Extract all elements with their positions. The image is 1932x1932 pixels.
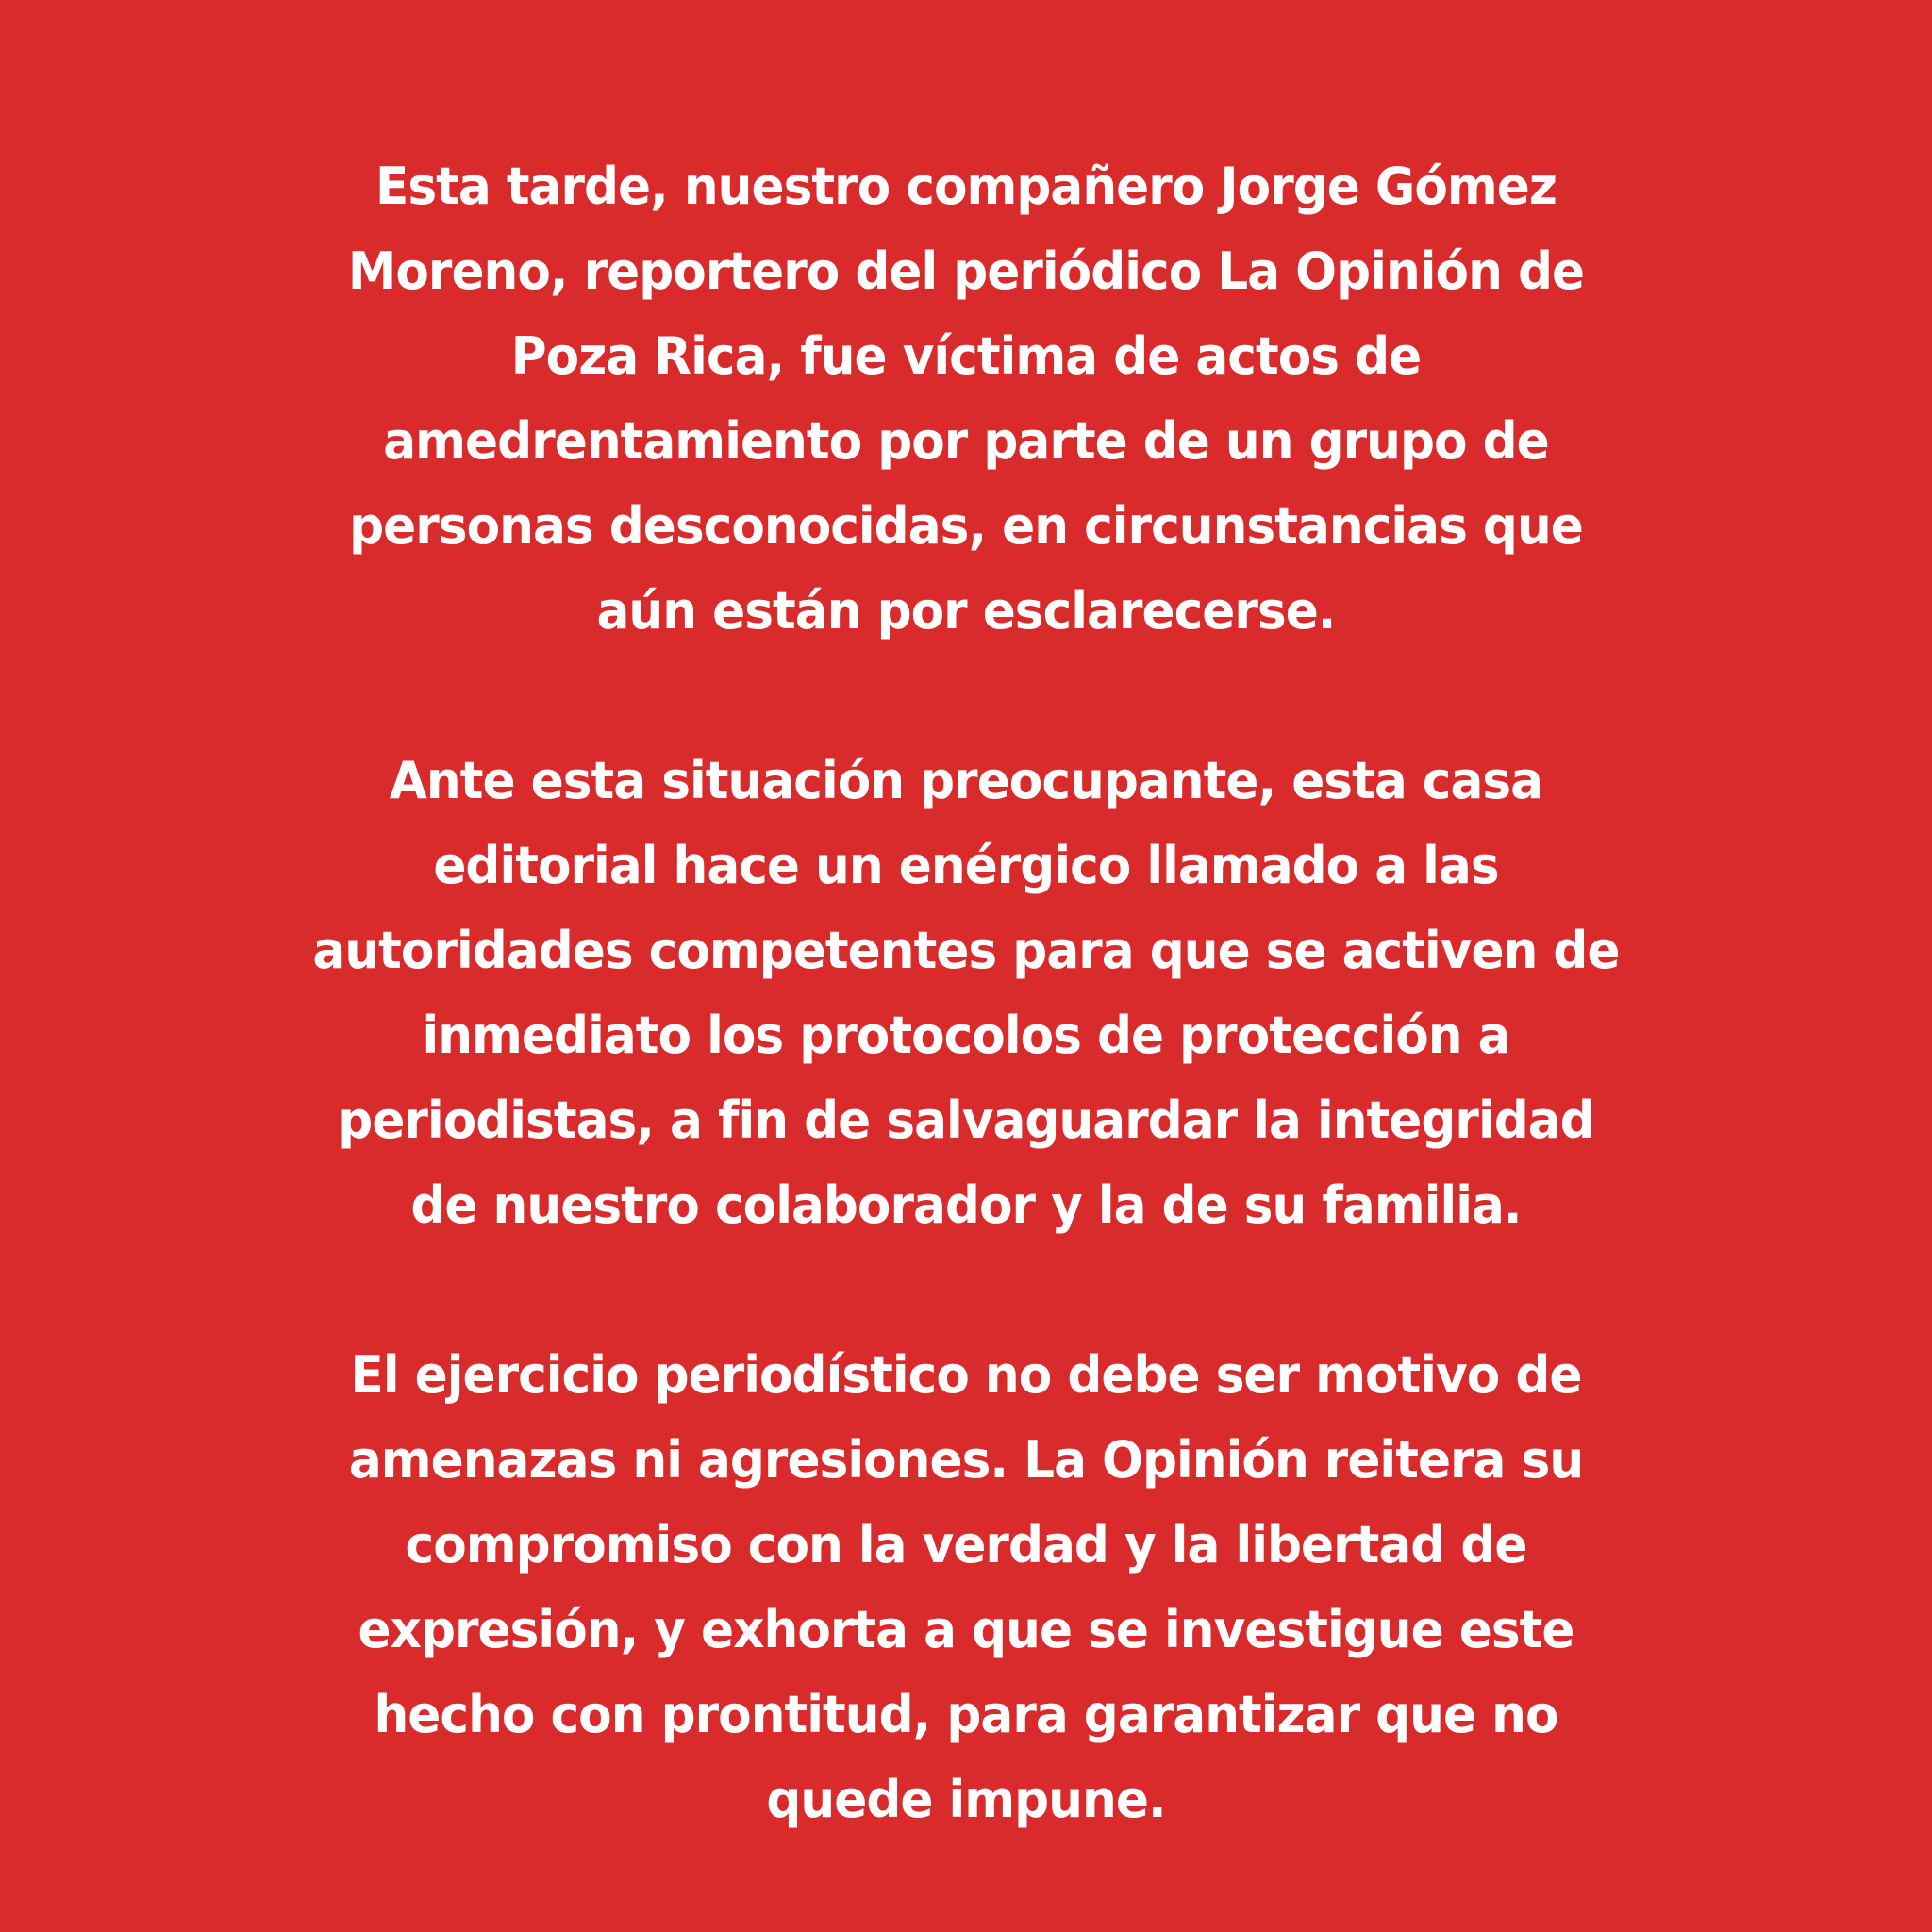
text-line: Ante esta situación preocupante, esta casa bbox=[389, 751, 1543, 810]
text-line: editorial hace un enérgico llamado a las bbox=[433, 836, 1499, 895]
text-line: Esta tarde, nuestro compañero Jorge Gómez bbox=[375, 157, 1557, 216]
text-line: compromiso con la verdad y la libertad de bbox=[405, 1515, 1527, 1574]
text-line: expresión, y exhorta a que se investigue este bbox=[358, 1600, 1574, 1659]
text-line: El ejercicio periodístico no debe ser motivo de bbox=[350, 1345, 1582, 1405]
statement-paragraph-incident bbox=[0, 144, 1932, 654]
text-line: inmediato los protocolos de protección a bbox=[422, 1006, 1510, 1065]
text-line: Moreno, reportero del periódico La Opinión de bbox=[347, 242, 1585, 301]
text-line: quede impune. bbox=[766, 1770, 1166, 1829]
text-line: personas desconocidas, en circunstancias que bbox=[349, 496, 1583, 556]
text-line: amenazas ni agresiones. La Opinión reitera su bbox=[348, 1430, 1584, 1490]
statement-paragraph-call-to-authorities bbox=[0, 739, 1932, 1248]
text-line: amedrentamiento por parte de un grupo de bbox=[383, 411, 1549, 471]
text-line: autoridades competentes para que se activen de bbox=[312, 921, 1620, 980]
text-line: Poza Rica, fue víctima de actos de bbox=[510, 326, 1422, 386]
statement-paragraph-commitment bbox=[0, 1333, 1932, 1842]
text-line: aún están por esclarecerse. bbox=[596, 581, 1336, 641]
text-line: de nuestro colaborador y la de su familia. bbox=[410, 1175, 1522, 1235]
text-line: periodistas, a fin de salvaguardar la integridad bbox=[338, 1091, 1594, 1150]
text-line: hecho con prontitud, para garantizar que no bbox=[374, 1685, 1558, 1744]
